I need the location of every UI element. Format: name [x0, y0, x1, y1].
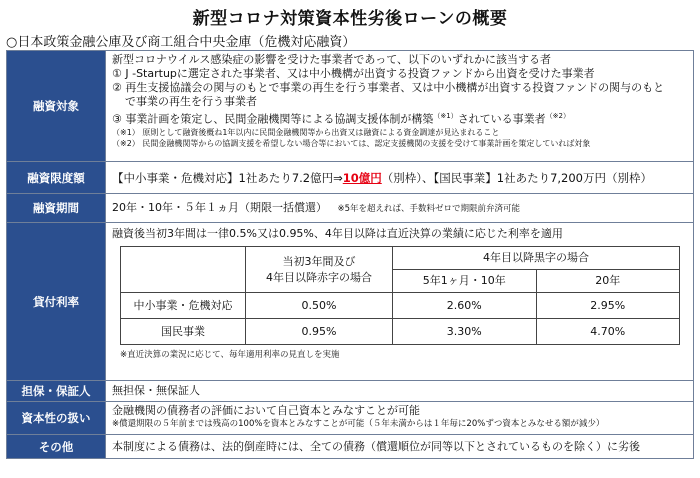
- rate-cell-20y: 2.95%: [536, 293, 680, 319]
- limit-part-1: 【中小事業・危機対応】1社あたり7.2億円⇒: [112, 170, 343, 185]
- target-note-1: （※1） 原則として融資後概ね1年以内に民間金融機関等から出資又は融資による資金調達が見込まれること: [112, 127, 500, 137]
- label-collateral: 担保・保証人: [7, 381, 106, 402]
- table-row: [121, 319, 680, 345]
- capital-note: ※償還期限の５年前までは残高の100%を資本とみなすことが可能（５年未満からは１年毎に20%ずつ資本とみなせる額が減少）: [112, 419, 605, 429]
- period-note: ※5年を超えれば、手数料ゼロで期限前弁済可能: [337, 203, 521, 214]
- label-other: その他: [7, 435, 106, 459]
- target-item-3-text: ③ 事業計画を策定し、民間金融機関等による協調支援体制が構築: [112, 112, 434, 126]
- target-item-3: [112, 109, 687, 127]
- row-collateral: [7, 381, 694, 402]
- label-loan-limit: 融資限度額: [7, 162, 106, 194]
- label-loan-target: 融資対象: [7, 51, 106, 162]
- capital-text: 金融機関の債務者の評価において自己資本とみなすことが可能: [112, 404, 420, 417]
- content-capital-treatment: [106, 402, 694, 435]
- page-subtitle: ○日本政策金融公庫及び商工組合中央金庫（危機対応融資）: [6, 35, 356, 50]
- rate-cell-5y: 2.60%: [393, 293, 537, 319]
- target-item-2a: ② 再生支援協議会の関与のもとで事業の再生を行う事業者、又は中小機構が出資する投資ファンドの関与のもと: [112, 81, 665, 94]
- table-row: [121, 293, 680, 319]
- rate-header-20y: 20年: [536, 270, 680, 293]
- target-item-3-ref1: （※1）: [433, 112, 458, 120]
- label-capital-treatment: 資本性の扱い: [7, 402, 106, 435]
- rate-header-profit: 4年目以降黒字の場合: [393, 247, 680, 270]
- period-text: 20年・10年・５年１ヵ月（期限一括償還）: [112, 200, 327, 214]
- content-loan-target: [106, 51, 694, 162]
- limit-highlight: 10億円: [342, 170, 382, 185]
- page-title: 新型コロナ対策資本性劣後ローンの概要: [192, 9, 508, 29]
- target-lead: 新型コロナウイルス感染症の影響を受けた事業者であって、以下のいずれかに該当する者: [112, 53, 552, 66]
- rate-header-loss: 当初3年間及び 4年目以降赤字の場合: [246, 247, 393, 293]
- rate-header-5y: 5年1ヶ月・10年: [393, 270, 537, 293]
- target-item-2b: で事業の再生を行う事業者: [125, 95, 257, 108]
- row-loan-target: [7, 51, 694, 162]
- content-collateral: [106, 381, 694, 402]
- rate-row-name: 中小事業・危機対応: [121, 293, 246, 319]
- content-other: [106, 435, 694, 459]
- label-loan-period: 融資期間: [7, 194, 106, 223]
- target-item-3-ref2: （※2）: [545, 112, 571, 120]
- content-interest-rate: [106, 223, 694, 381]
- rate-cell-loss: 0.95%: [246, 319, 393, 345]
- content-loan-limit: [106, 162, 694, 194]
- target-item-1: ① J -Startupに選定された事業者、又は中小機構が出資する投資ファンドから出資を受けた事業者: [112, 67, 595, 80]
- collateral-text: 無担保・無保証人: [112, 384, 200, 397]
- rate-note: ※直近決算の業況に応じて、毎年適用利率の見直しを実施: [120, 350, 340, 360]
- row-capital-treatment: [7, 402, 694, 435]
- target-note-2: （※2） 民間金融機関等からの協調支援を希望しない場合等においては、認定支援機関の支援を受けて事業計画を策定していれば対象: [112, 138, 591, 148]
- rate-lead: 融資後当初3年間は一律0.5%又は0.95%、4年目以降は直近決算の業績に応じた利率を適用: [112, 227, 563, 240]
- rate-cell-loss: 0.50%: [246, 293, 393, 319]
- limit-part-2: （別枠）、【国民事業】1社あたり7,200万円（別枠）: [381, 170, 653, 185]
- row-loan-period: [7, 194, 694, 223]
- label-interest-rate: 貸付利率: [7, 223, 106, 381]
- rate-cell-5y: 3.30%: [393, 319, 537, 345]
- rate-table: [120, 246, 680, 345]
- other-text: 本制度による債務は、法的倒産時には、全ての債務（償還順位が同等以下とされているものを除く）に劣後: [112, 439, 640, 453]
- loan-overview-table: [6, 50, 694, 459]
- target-item-3-mid: されている事業者: [457, 112, 546, 126]
- rate-row-name: 国民事業: [121, 319, 246, 345]
- row-loan-limit: [7, 162, 694, 194]
- content-loan-period: [106, 194, 694, 223]
- rate-cell-20y: 4.70%: [536, 319, 680, 345]
- row-interest-rate: [7, 223, 694, 381]
- row-other: [7, 435, 694, 459]
